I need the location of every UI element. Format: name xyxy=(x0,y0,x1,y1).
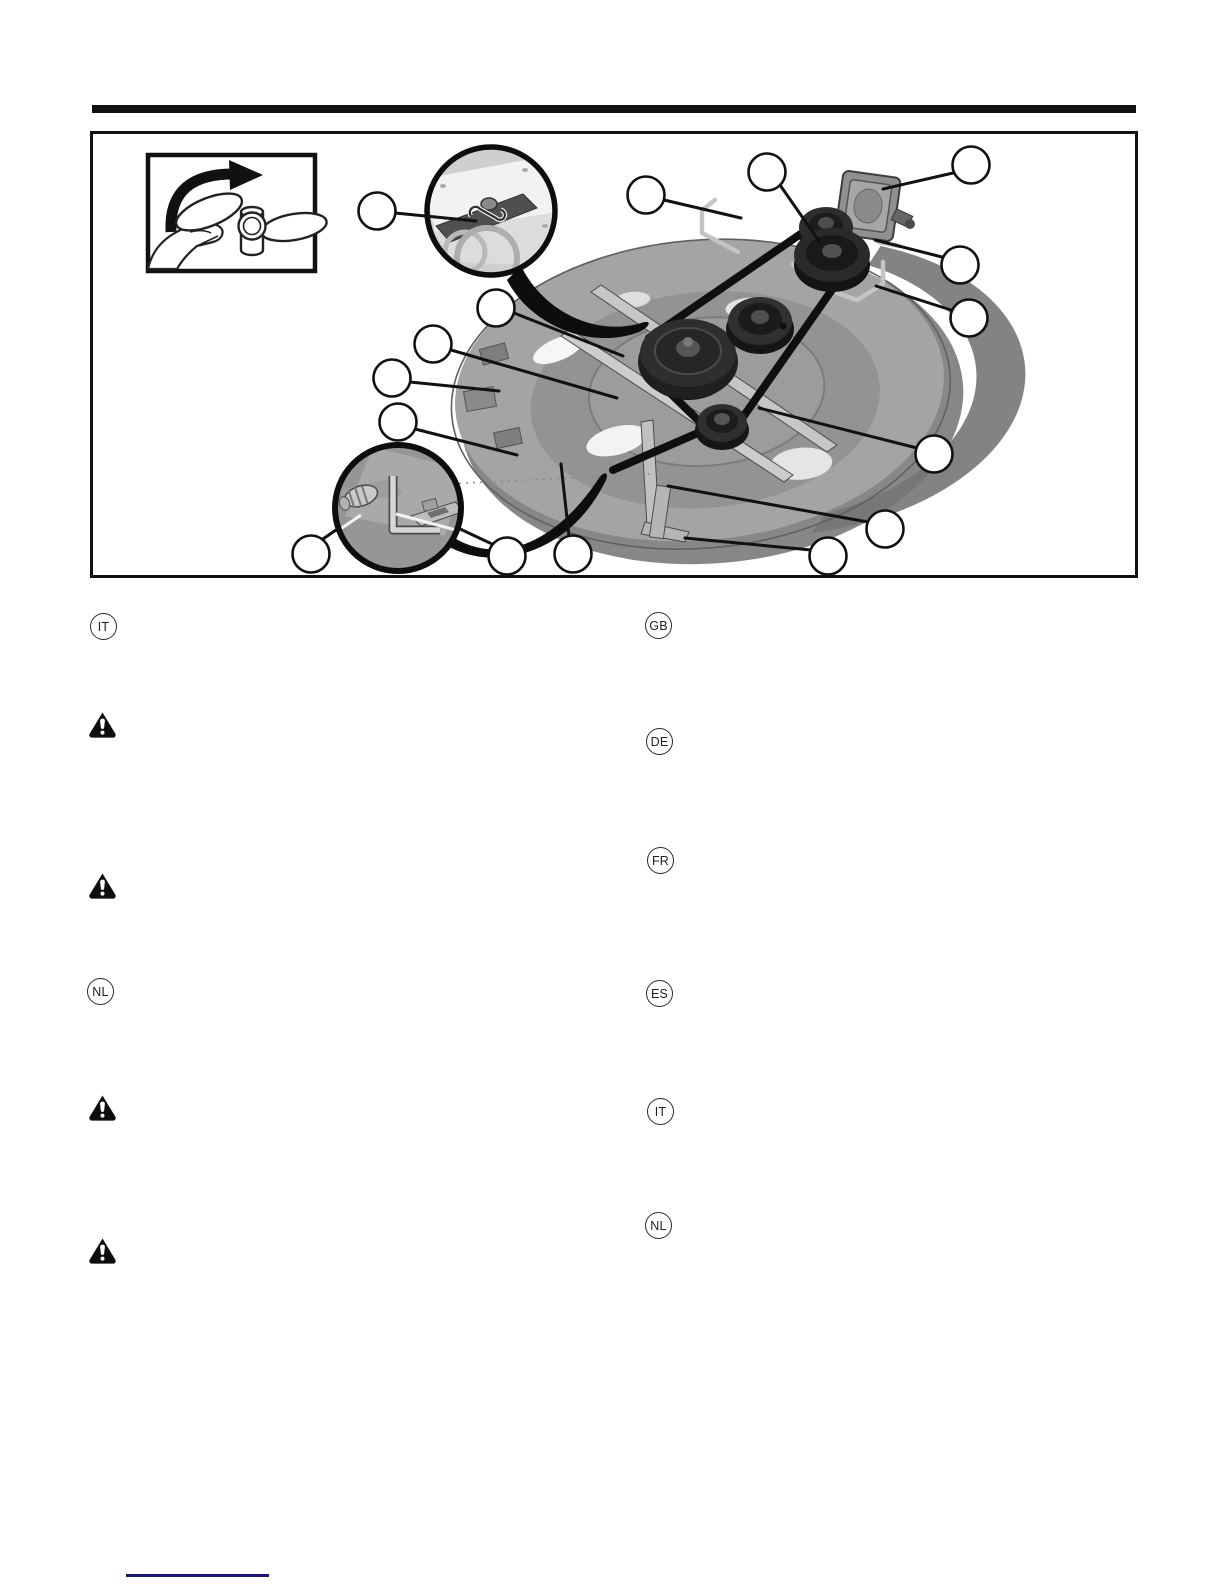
callout-circle xyxy=(359,193,396,230)
callout-circle xyxy=(916,436,953,473)
callout-circle xyxy=(380,404,417,441)
lang-code: GB xyxy=(649,618,668,633)
lang-badge-it xyxy=(90,613,117,640)
lang-badge-gb xyxy=(645,612,672,639)
inset-rotation-instruction xyxy=(148,155,329,271)
lang-code: FR xyxy=(651,853,670,868)
main-spindle-pulley xyxy=(638,319,738,400)
lang-code: IT xyxy=(97,619,110,634)
callout-circle xyxy=(953,147,990,184)
callout-circle xyxy=(489,538,526,575)
warning-triangle-icon xyxy=(88,872,117,899)
callout-circle xyxy=(867,511,904,548)
parts-diagram-frame xyxy=(90,131,1138,578)
callout-circle xyxy=(293,536,330,573)
callout-circle xyxy=(415,326,452,363)
warning-triangle-icon xyxy=(88,1094,117,1121)
lang-code: IT xyxy=(654,1104,667,1119)
lang-code: ES xyxy=(650,986,669,1001)
callout-circle xyxy=(628,177,665,214)
idler-pulley xyxy=(695,404,749,450)
lang-code: NL xyxy=(92,984,109,999)
zoom-balloon-cotter-pin xyxy=(423,143,563,288)
warning-triangle-icon xyxy=(88,711,117,738)
callout-circle xyxy=(478,290,515,327)
lang-badge-nl-2 xyxy=(645,1212,672,1239)
lang-code: NL xyxy=(650,1218,667,1233)
callout-circle xyxy=(555,536,592,573)
lang-badge-de xyxy=(646,728,673,755)
warning-triangle-icon xyxy=(88,1237,117,1264)
callout-circle xyxy=(374,360,411,397)
lang-badge-it-2 xyxy=(647,1098,674,1125)
footer-link-underline[interactable] xyxy=(126,1574,269,1577)
callout-circle xyxy=(810,538,847,575)
mower-deck-assembly-diagram xyxy=(93,134,1135,575)
lang-badge-es xyxy=(646,980,673,1007)
mandrel-pulley xyxy=(726,297,794,354)
lang-badge-fr xyxy=(647,847,674,874)
zoom-balloon-hinge-pin xyxy=(334,444,465,574)
callout-circle xyxy=(942,247,979,284)
section-divider-rule xyxy=(92,105,1136,113)
callout-circle xyxy=(951,300,988,337)
lang-code: DE xyxy=(650,734,669,749)
callout-circle xyxy=(749,154,786,191)
lang-badge-nl xyxy=(87,978,114,1005)
